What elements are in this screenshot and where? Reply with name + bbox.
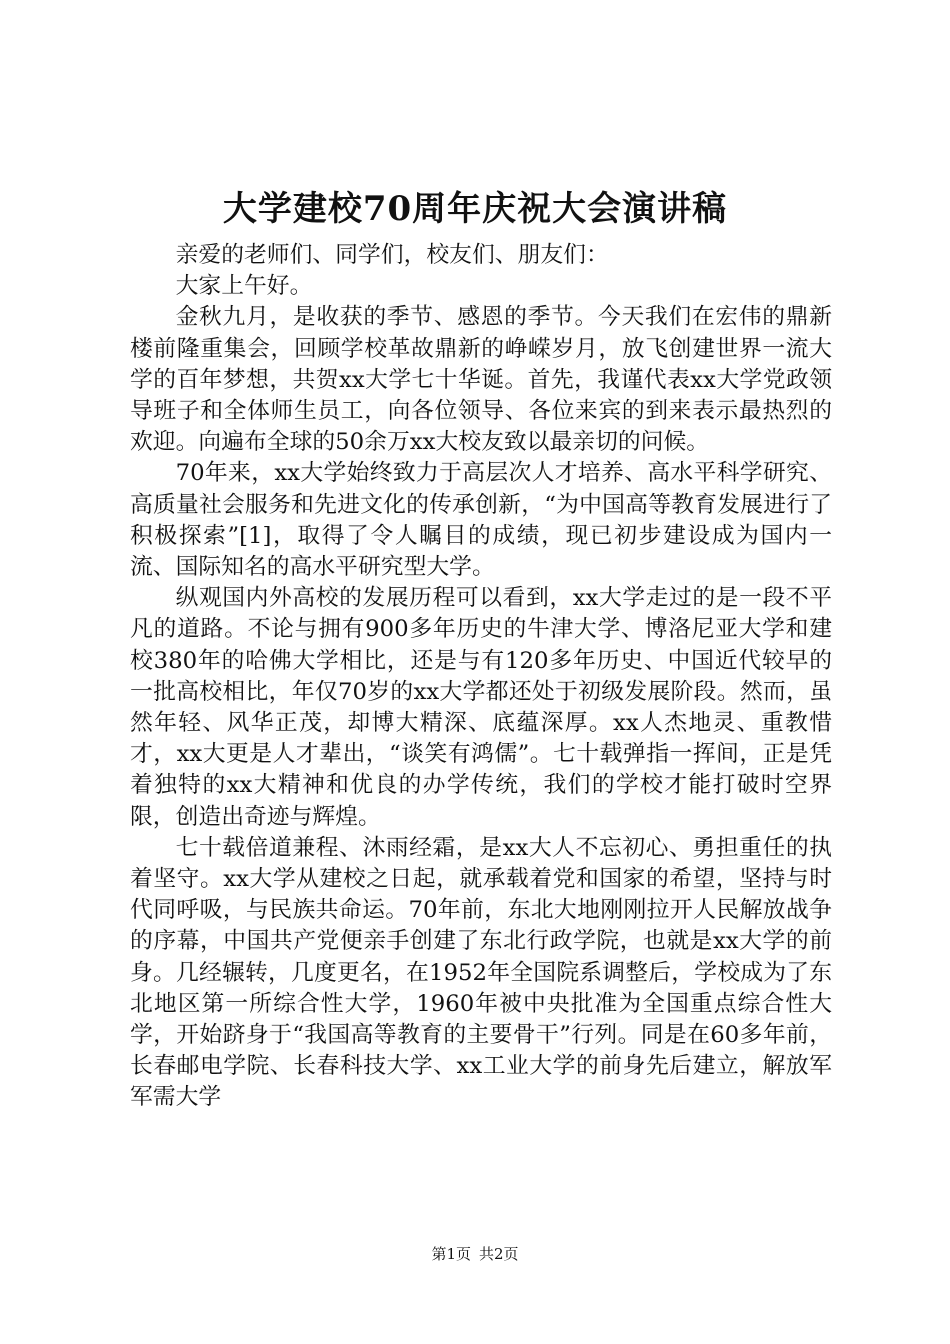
body-paragraph: 七十载倍道兼程、沐雨经霜，是xx大人不忘初心、勇担重任的执着坚守。xx大学从建校之日起，就承载着党和国家的希望，坚持与时代同呼吸，与民族共命运。70年前，东北大地刚刚拉开人民解放战争的序幕，中国共产党便亲手创建了东北行政学院，也就是xx大学的前身。几经辗转，几度更名，在1952年全国院系调整后，学校成为了东北地区第一所综合性大学，1960年被中央批准为全国重点综合性大学，开始跻身于“我国高等教育的主要骨干”行列。同是在60多年前，长春邮电学院、长春科技大学、xx工业大学的前身先后建立，解放军军需大学 xyxy=(130,834,832,1111)
body-paragraph: 金秋九月，是收获的季节、感恩的季节。今天我们在宏伟的鼎新楼前隆重集会，回顾学校革故鼎新的峥嵘岁月，放飞创建世界一流大学的百年梦想，共贺xx大学七十华诞。首先，我谨代表xx大学党政领导班子和全体师生员工，向各位领导、各位来宾的到来表示最热烈的欢迎。向遍布全球的50余万xx大校友致以最亲切的问候。 xyxy=(130,304,832,456)
page-total: 共2页 xyxy=(479,1245,519,1263)
page-number: 第1页 xyxy=(431,1245,471,1263)
body-paragraph: 纵观国内外高校的发展历程可以看到，xx大学走过的是一段不平凡的道路。不论与拥有900多年历史的牛津大学、博洛尼亚大学和建校380年的哈佛大学相比，还是与有120多年历史、中国近代较早的一批高校相比，年仅70岁的xx大学都还处于初级发展阶段。然而，虽然年轻、风华正茂，却博大精深、底蕴深厚。xx人杰地灵、重教惜才，xx大更是人才辈出，“谈笑有鸿儒”。七十载弹指一挥间，正是凭着独特的xx大精神和优良的办学传统，我们的学校才能打破时空界限，创造出奇迹与辉煌。 xyxy=(130,585,832,830)
page-footer xyxy=(0,1244,950,1264)
document-title: 大学建校70周年庆祝大会演讲稿 xyxy=(222,189,728,229)
document-body xyxy=(130,240,832,1114)
body-paragraph: 70年来，xx大学始终致力于高层次人才培养、高水平科学研究、高质量社会服务和先进文化的传承创新，“为中国高等教育发展进行了积极探索”[1]，取得了令人瞩目的成绩，现已初步建设成为国内一流、国际知名的高水平研究型大学。 xyxy=(130,460,832,581)
salutation-paragraph: 亲爱的老师们、同学们，校友们、朋友们： xyxy=(175,242,609,268)
greeting-paragraph: 大家上午好。 xyxy=(175,273,313,300)
